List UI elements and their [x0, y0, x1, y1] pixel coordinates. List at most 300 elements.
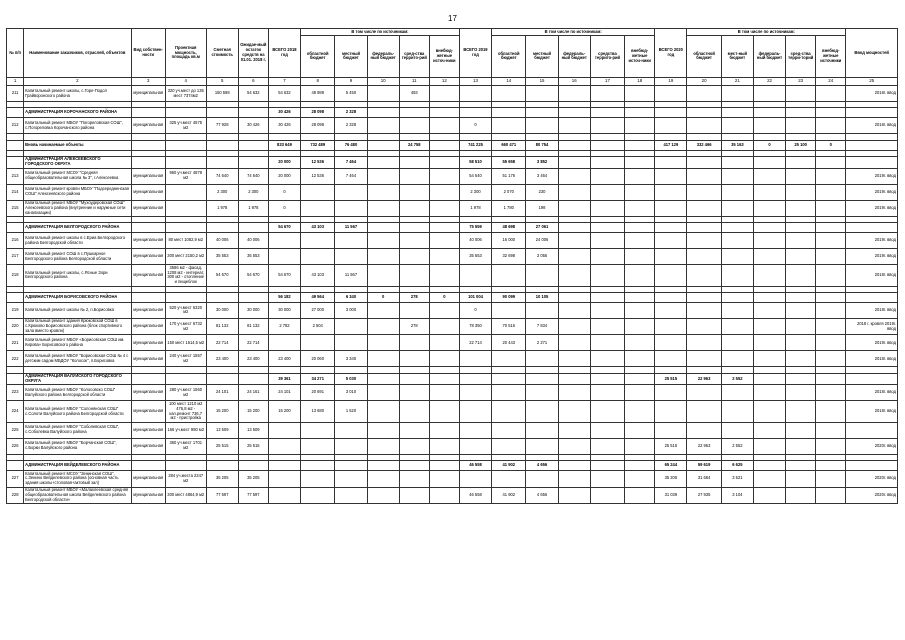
table-cell	[687, 422, 721, 438]
table-cell: 15 200	[206, 401, 238, 422]
table-cell	[816, 302, 846, 318]
table-cell	[238, 140, 268, 150]
table-cell: 35 205	[206, 470, 238, 487]
table-cell: 741 225	[459, 140, 491, 150]
table-cell: 58 510	[459, 156, 491, 168]
table-cell	[786, 108, 816, 118]
table-cell	[786, 351, 816, 367]
table-cell	[687, 265, 721, 286]
object-name-cell: Капитальный ремонт МСОУ "Зенинская СОШ", с.Зенино Вейделевского района (основная часть здания школы+столовая+актовый зал)	[24, 470, 131, 487]
table-cell: 7 834	[526, 318, 558, 335]
table-cell: 2019г. ввод	[846, 184, 898, 200]
table-cell	[590, 184, 624, 200]
sub-2020-regional: областной бюджет	[687, 35, 721, 77]
table-cell	[459, 108, 491, 118]
table-cell	[165, 200, 206, 217]
table-cell	[558, 487, 590, 504]
table-cell	[625, 200, 655, 217]
table-cell	[786, 422, 816, 438]
table-cell: 230	[526, 184, 558, 200]
table-cell	[625, 487, 655, 504]
table-cell	[7, 223, 24, 233]
table-cell	[399, 233, 429, 249]
table-cell	[399, 422, 429, 438]
table-cell: 1 978	[238, 200, 268, 217]
table-cell: муниципальная	[131, 351, 165, 367]
table-cell	[846, 292, 898, 302]
table-cell	[558, 422, 590, 438]
object-name-cell: АДМИНИСТРАЦИЯ БЕЛГОРОДСКОГО РАЙОНА	[24, 223, 131, 233]
table-cell	[367, 302, 399, 318]
table-cell: 2018 г. кровля 2019г. ввод	[846, 318, 898, 335]
table-cell	[753, 156, 785, 168]
table-cell	[655, 302, 687, 318]
table-cell	[786, 200, 816, 217]
table-cell	[687, 86, 721, 102]
table-cell	[492, 351, 526, 367]
table-cell	[301, 438, 335, 454]
column-number: 19	[655, 77, 687, 85]
table-cell	[786, 385, 816, 401]
table-cell	[625, 86, 655, 102]
table-cell: 28 098	[301, 118, 335, 134]
table-cell	[753, 318, 785, 335]
table-cell	[429, 108, 459, 118]
table-cell	[753, 233, 785, 249]
table-cell	[429, 351, 459, 367]
table-cell	[131, 156, 165, 168]
table-cell: 2018г. ввод	[846, 118, 898, 134]
table-cell: 2019г. ввод	[846, 335, 898, 351]
table-cell	[206, 373, 238, 385]
table-cell	[367, 351, 399, 367]
table-cell: 41 902	[492, 460, 526, 470]
table-cell	[721, 422, 753, 438]
table-cell: 660 471	[492, 140, 526, 150]
table-cell: 3 340	[335, 351, 367, 367]
table-cell	[721, 401, 753, 422]
table-cell	[625, 422, 655, 438]
sub-2019-local: местный бюджет	[526, 35, 558, 77]
table-cell	[786, 156, 816, 168]
table-cell: 35 205	[238, 470, 268, 487]
table-cell	[459, 401, 491, 422]
table-cell	[492, 86, 526, 102]
table-cell	[558, 184, 590, 200]
table-cell	[558, 86, 590, 102]
table-row	[7, 487, 898, 504]
header-remainder: Ожидае-мый остаток средств на 01.01. 2018 г.	[238, 29, 268, 78]
table-cell	[625, 373, 655, 385]
table-cell: 43 103	[301, 265, 335, 286]
table-cell	[7, 156, 24, 168]
table-cell	[590, 438, 624, 454]
table-cell: 214	[7, 184, 24, 200]
section-row	[7, 223, 898, 233]
table-cell	[558, 438, 590, 454]
column-number: 20	[687, 77, 721, 85]
table-cell	[429, 86, 459, 102]
table-cell	[816, 200, 846, 217]
table-cell: 300 мест 2150,2 м2	[165, 249, 206, 265]
table-cell	[721, 249, 753, 265]
table-cell: 5 030	[335, 373, 367, 385]
table-cell	[625, 401, 655, 422]
table-cell	[590, 233, 624, 249]
table-cell	[429, 223, 459, 233]
table-cell	[335, 249, 367, 265]
table-cell	[399, 302, 429, 318]
table-cell: 2 552	[721, 373, 753, 385]
table-cell	[816, 156, 846, 168]
table-cell	[816, 292, 846, 302]
table-cell: 7 464	[335, 156, 367, 168]
table-cell	[492, 118, 526, 134]
table-cell	[590, 422, 624, 438]
table-cell: 54 670	[268, 223, 300, 233]
table-cell	[131, 223, 165, 233]
table-cell	[625, 156, 655, 168]
table-cell: 80 754	[526, 140, 558, 150]
table-cell: 2 300	[238, 184, 268, 200]
table-cell	[816, 118, 846, 134]
table-cell	[131, 140, 165, 150]
table-cell	[335, 318, 367, 335]
table-cell	[558, 108, 590, 118]
table-cell: 11 567	[335, 223, 367, 233]
table-cell	[786, 335, 816, 351]
table-cell	[429, 470, 459, 487]
table-cell: 3 055	[526, 249, 558, 265]
object-name-cell: АДМИНИСТРАЦИЯ АЛЕКСЕЕВСКОГО ГОРОДСКОГО ОКРУГА	[24, 156, 131, 168]
section-row	[7, 156, 898, 168]
column-number: 7	[268, 77, 300, 85]
table-cell: 56 182	[268, 292, 300, 302]
table-cell: муниципальная	[131, 249, 165, 265]
header-incl-2019: В том числе по источникам:	[492, 29, 655, 36]
table-cell: 1 780	[492, 200, 526, 217]
table-cell	[753, 223, 785, 233]
table-cell: 22 714	[459, 335, 491, 351]
table-cell	[165, 373, 206, 385]
table-cell	[399, 487, 429, 504]
table-cell	[655, 265, 687, 286]
table-cell	[367, 86, 399, 102]
table-cell	[335, 460, 367, 470]
table-cell: 3 464	[526, 168, 558, 184]
table-cell	[301, 184, 335, 200]
table-cell	[816, 422, 846, 438]
section-row	[7, 292, 898, 302]
table-cell	[558, 302, 590, 318]
sub-2018-local: местный бюджет	[335, 35, 367, 77]
table-cell: 55 658	[492, 156, 526, 168]
object-name-cell: АДМИНИСТРАЦИЯ БОРИСОВСКОГО РАЙОНА	[24, 292, 131, 302]
table-cell	[655, 156, 687, 168]
table-cell	[367, 265, 399, 286]
sub-2020-extrabudget: внебюд-жетные источники	[816, 35, 846, 77]
table-cell	[492, 108, 526, 118]
table-row	[7, 335, 898, 351]
table-cell	[492, 470, 526, 487]
object-name-cell: Вновь начинаемые объекты	[24, 140, 131, 150]
table-cell: 732 489	[301, 140, 335, 150]
section-row	[7, 460, 898, 470]
table-cell: 90 099	[492, 292, 526, 302]
table-cell: 166 уч.мест 980 м2	[165, 422, 206, 438]
table-cell	[846, 460, 898, 470]
table-cell	[399, 373, 429, 385]
table-cell: 218	[7, 265, 24, 286]
table-cell: 221	[7, 335, 24, 351]
table-cell	[687, 302, 721, 318]
table-cell: муниципальная	[131, 422, 165, 438]
table-cell	[268, 335, 300, 351]
table-cell: 15 200	[268, 401, 300, 422]
table-cell	[753, 265, 785, 286]
table-cell	[721, 223, 753, 233]
table-cell: 43 103	[301, 223, 335, 233]
table-cell: 6 340	[335, 292, 367, 302]
table-cell	[625, 318, 655, 335]
table-cell: 833 649	[268, 140, 300, 150]
table-cell	[721, 292, 753, 302]
table-cell	[526, 401, 558, 422]
table-cell	[655, 168, 687, 184]
table-cell: 24 758	[399, 140, 429, 150]
table-cell	[590, 470, 624, 487]
table-row	[7, 470, 898, 487]
sub-2020-territories: сред-ства терри-торий	[786, 35, 816, 77]
table-cell: 278	[399, 318, 429, 335]
table-cell: 1 978	[206, 200, 238, 217]
table-cell	[268, 460, 300, 470]
table-cell	[526, 438, 558, 454]
column-number: 1	[7, 77, 24, 85]
table-cell	[786, 168, 816, 184]
table-cell: 224	[7, 401, 24, 422]
table-cell	[721, 184, 753, 200]
table-cell	[846, 108, 898, 118]
table-cell	[721, 302, 753, 318]
sub-2018-regional: областной бюджет	[301, 35, 335, 77]
table-cell: 320 уч.мест до 135 мест 7374м2	[165, 86, 206, 102]
table-cell: 75 559	[459, 223, 491, 233]
table-cell: 3 852	[526, 156, 558, 168]
table-cell: 226	[7, 438, 24, 454]
table-cell	[625, 168, 655, 184]
table-cell	[301, 249, 335, 265]
table-cell	[721, 318, 753, 335]
table-cell: 54 640	[459, 168, 491, 184]
table-cell: 325 уч.мест 4575 м2	[165, 118, 206, 134]
table-cell: 27 935	[687, 487, 721, 504]
table-cell	[526, 265, 558, 286]
table-cell: 15 200	[238, 401, 268, 422]
table-cell: 417 129	[655, 140, 687, 150]
table-cell: 65 244	[655, 460, 687, 470]
table-cell	[429, 318, 459, 335]
table-row	[7, 249, 898, 265]
table-cell	[721, 200, 753, 217]
object-name-cell: Капитальный ремонт школы в с.Ериа Белгородского района Белгородской области	[24, 233, 131, 249]
table-cell: 80 мест 1082,9 м2	[165, 233, 206, 249]
table-cell: 284 уч.места 2347 м2	[165, 470, 206, 487]
table-cell: муниципальная	[131, 487, 165, 504]
table-cell	[165, 140, 206, 150]
table-cell: 59 619	[687, 460, 721, 470]
table-cell	[753, 200, 785, 217]
table-cell	[459, 265, 491, 286]
table-cell: 225	[7, 422, 24, 438]
table-cell	[786, 302, 816, 318]
section-row	[7, 140, 898, 150]
table-cell: муниципальная	[131, 438, 165, 454]
table-cell	[590, 335, 624, 351]
table-cell	[625, 470, 655, 487]
table-cell: 3586 м2 - фасад, 1208 м2 - интернат, 300 м2 - отопление и пищеблок	[167, 264, 205, 285]
header-name: Наименование заказчиков, отраслей, объектов	[24, 29, 131, 78]
table-cell: 22 963	[687, 373, 721, 385]
table-cell: 12 536	[301, 168, 335, 184]
header-row-1	[7, 29, 898, 36]
table-cell	[786, 373, 816, 385]
table-cell: 2019г. ввод	[846, 200, 898, 217]
table-cell	[687, 233, 721, 249]
table-cell	[687, 156, 721, 168]
table-cell: 77 597	[206, 487, 238, 504]
table-cell: 2 552	[721, 438, 753, 454]
table-row	[7, 200, 898, 217]
table-cell: муниципальная	[131, 385, 165, 401]
table-cell: 24 006	[526, 233, 558, 249]
table-cell	[816, 168, 846, 184]
table-cell	[399, 223, 429, 233]
table-cell	[399, 249, 429, 265]
table-cell	[367, 140, 399, 150]
table-cell	[786, 223, 816, 233]
table-cell	[590, 156, 624, 168]
object-name-cell: Капитальный ремонт МСОУ "Средняя общеобразовательная школа № 3", г.Алексеевка	[24, 168, 131, 184]
table-cell	[721, 86, 753, 102]
table-cell: 2 070	[492, 184, 526, 200]
table-cell	[590, 118, 624, 134]
table-cell	[492, 373, 526, 385]
object-name-cell: Капитальный ремонт здания Крюковской СОШ в с.Крюково Борисовского района (блок спортивного зала вместо кровли)	[24, 318, 131, 335]
table-cell: 32 698	[492, 249, 526, 265]
table-cell: 54 632	[238, 86, 268, 102]
table-cell	[753, 422, 785, 438]
table-cell: 5 450	[335, 86, 367, 102]
table-cell	[786, 470, 816, 487]
table-cell	[816, 184, 846, 200]
table-cell	[846, 223, 898, 233]
table-cell	[367, 487, 399, 504]
table-cell	[429, 487, 459, 504]
table-cell: 46 558	[459, 487, 491, 504]
column-number: 18	[625, 77, 655, 85]
table-cell	[335, 233, 367, 249]
table-cell: 35 553	[459, 249, 491, 265]
table-cell	[753, 302, 785, 318]
table-row	[7, 422, 898, 438]
table-cell	[459, 438, 491, 454]
table-row	[7, 318, 898, 335]
table-cell	[721, 265, 753, 286]
table-cell: 0	[367, 292, 399, 302]
table-cell	[786, 460, 816, 470]
table-cell: 1 978	[459, 200, 491, 217]
table-cell: 0	[459, 302, 491, 318]
table-cell	[399, 265, 429, 286]
table-cell	[625, 265, 655, 286]
table-cell	[655, 184, 687, 200]
table-cell	[558, 140, 590, 150]
table-row	[7, 401, 898, 422]
table-cell	[558, 470, 590, 487]
table-cell	[753, 385, 785, 401]
table-cell	[625, 140, 655, 150]
table-cell: 81 132	[206, 318, 238, 335]
table-cell	[590, 223, 624, 233]
column-number: 13	[459, 77, 491, 85]
table-cell	[268, 470, 300, 487]
table-cell	[492, 438, 526, 454]
column-number: 23	[786, 77, 816, 85]
table-cell	[558, 385, 590, 401]
table-cell: 77 597	[238, 487, 268, 504]
object-name-cell: АДМИНИСТРАЦИЯ ВЕЙДЕЛЕВСКОГО РАЙОНА	[24, 460, 131, 470]
table-cell	[786, 265, 816, 286]
table-cell	[753, 118, 785, 134]
table-cell	[399, 200, 429, 217]
table-cell	[238, 223, 268, 233]
table-cell: 35 205	[655, 470, 687, 487]
table-cell	[786, 487, 816, 504]
table-cell: 2019г. ввод	[846, 233, 898, 249]
table-cell	[492, 385, 526, 401]
table-cell	[165, 156, 206, 168]
table-cell	[816, 385, 846, 401]
table-cell	[367, 422, 399, 438]
table-cell: 2 328	[335, 118, 367, 134]
object-name-cell: АДМИНИСТРАЦИЯ КОРОЧАНСКОГО РАЙОНА	[24, 108, 131, 118]
table-cell: 2018г. ввод	[846, 265, 898, 286]
table-cell	[816, 233, 846, 249]
budget-table	[6, 28, 898, 504]
table-cell: 170 уч.мест 6732 м2	[165, 318, 206, 335]
table-cell	[429, 249, 459, 265]
table-cell	[786, 184, 816, 200]
table-cell: 23 400	[268, 351, 300, 367]
table-cell	[459, 351, 491, 367]
table-cell: 20 000	[268, 168, 300, 184]
table-cell	[655, 233, 687, 249]
table-cell	[558, 223, 590, 233]
table-cell	[429, 184, 459, 200]
table-cell	[268, 422, 300, 438]
table-cell	[625, 335, 655, 351]
table-cell	[816, 438, 846, 454]
table-cell	[655, 385, 687, 401]
table-cell	[753, 168, 785, 184]
table-cell	[367, 249, 399, 265]
table-cell: 223	[7, 385, 24, 401]
table-cell	[655, 118, 687, 134]
table-cell	[655, 108, 687, 118]
table-cell: 2020г. ввод	[846, 487, 898, 504]
table-cell: 31 039	[655, 487, 687, 504]
